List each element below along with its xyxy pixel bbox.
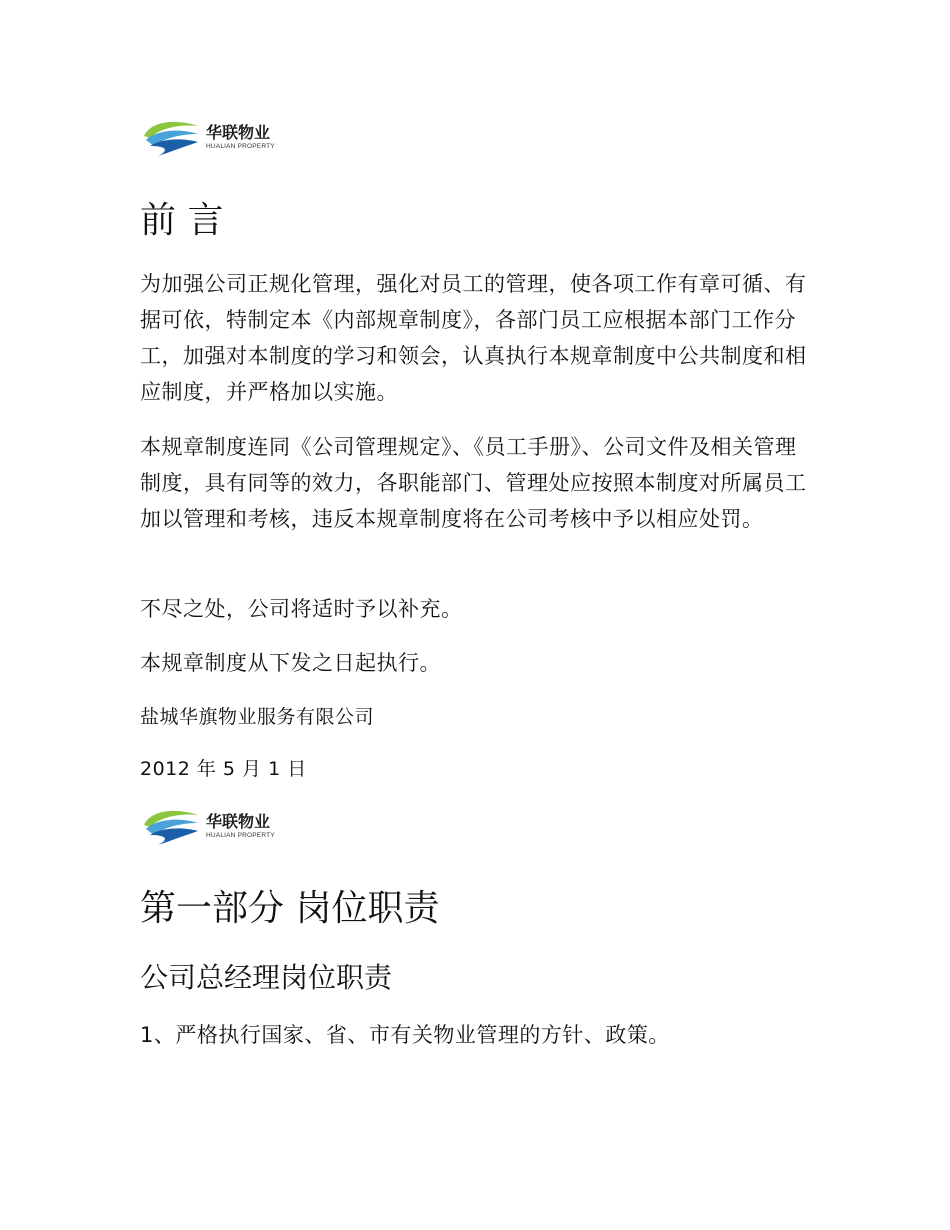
- logo-name-en: HUALIAN PROPERTY: [206, 143, 275, 151]
- company-signature: 盐城华旗物业服务有限公司: [140, 706, 375, 728]
- company-logo: [140, 114, 290, 162]
- duty-item-1: 1、严格执行国家、省、市有关物业管理的方针、政策。: [140, 1023, 670, 1047]
- swoosh-logo-icon: [140, 805, 202, 849]
- logo-name-en: HUALIAN PROPERTY: [206, 832, 275, 840]
- preface-paragraph-2: 本规章制度连同《公司管理规定》、《员工手册》、公司文件及相关管理制度，具有同等的效力，各职能部门、管理处应按照本制度对所属员工加以管理和考核，违反本规章制度将在公司考核中予以相应处罚。: [140, 435, 807, 531]
- preface-paragraph-4: 本规章制度从下发之日起执行。: [140, 651, 441, 675]
- logo-name-cn: 华联物业: [206, 123, 271, 143]
- preface-paragraph-1: 为加强公司正规化管理，强化对员工的管理，使各项工作有章可循、有据可依，特制定本《内部规章制度》，各部门员工应根据本部门工作分工，加强对本制度的学习和领会，认真执行本规章制度中公共制度和相应制度，并严格加以实施。: [140, 272, 807, 404]
- part-one-title: 第一部分 岗位职责: [140, 888, 440, 929]
- swoosh-logo-icon: [140, 116, 202, 160]
- issue-date: 2012 年 5 月 1 日: [140, 758, 307, 780]
- section-title: 公司总经理岗位职责: [140, 961, 393, 994]
- company-logo-2: [140, 803, 290, 851]
- logo-name-cn: 华联物业: [206, 812, 271, 832]
- preface-paragraph-3: 不尽之处，公司将适时予以补充。: [140, 597, 463, 621]
- preface-title: 前 言: [140, 200, 224, 241]
